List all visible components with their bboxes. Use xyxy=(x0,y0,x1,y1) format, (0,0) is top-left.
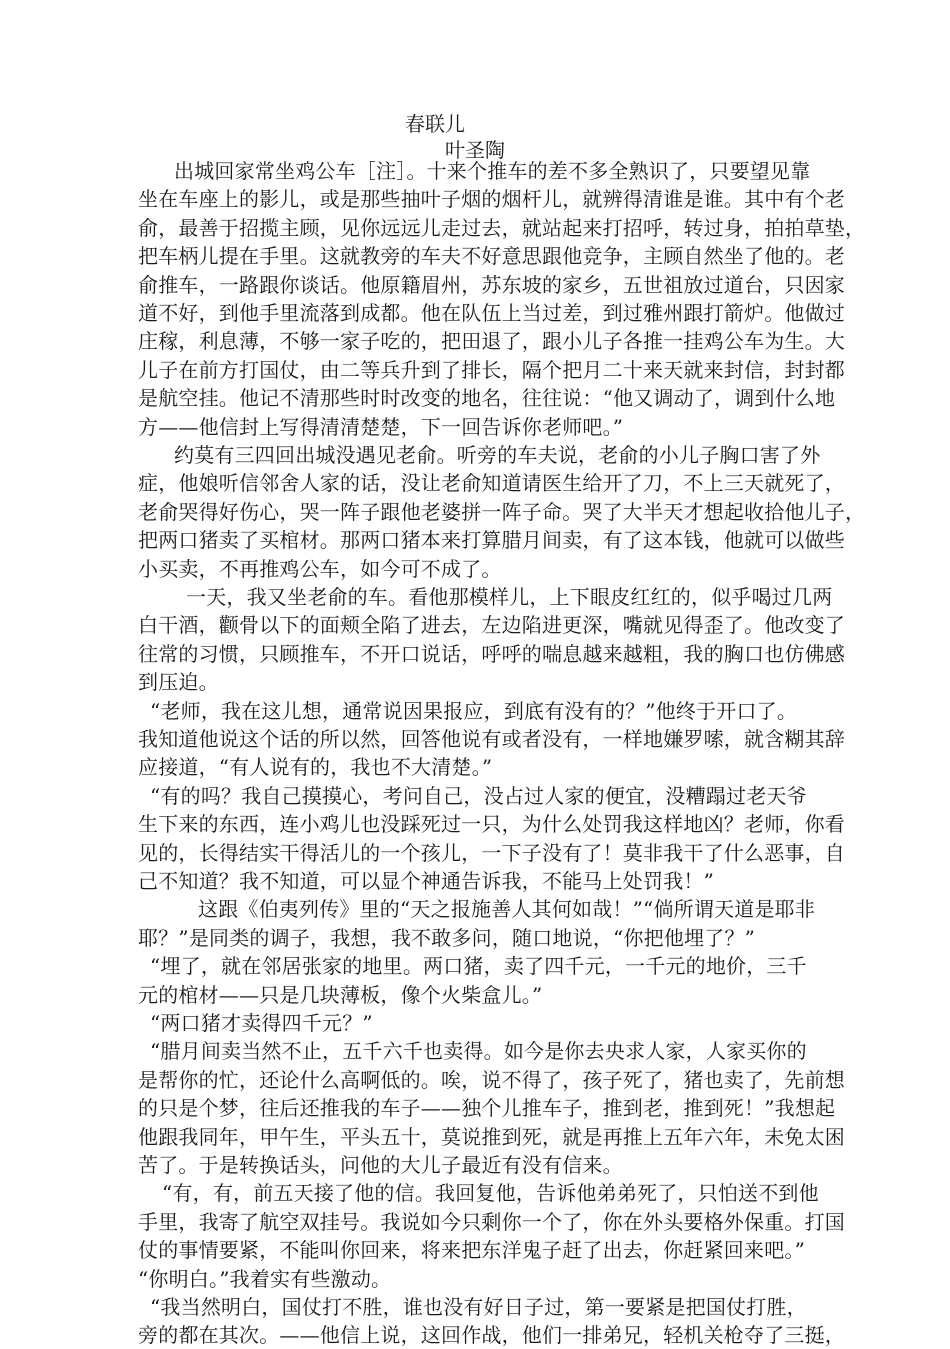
document-line: 是航空挂。他记不清那些时时改变的地名，往往说：“他又调动了，调到什么地 xyxy=(138,386,836,411)
document-line: 生下来的东西，连小鸡儿也没踩死过一只，为什么处罚我这样地凶？老师，你看 xyxy=(138,812,845,837)
document-line: 道不好，到他手里流落到成都。他在队伍上当过差，到过雅州跟打箭炉。他做过 xyxy=(138,301,845,325)
document-line: “腊月间卖当然不止，五千六千也卖得。如今是你去央求人家，人家买你的 xyxy=(150,1039,807,1064)
document-line: “两口猪才卖得四千元？” xyxy=(150,1011,373,1035)
document-line: 应接道，“有人说有的，我也不大清楚。” xyxy=(138,755,493,780)
document-line: 儿子在前方打国仗，由二等兵升到了排长，隔个把月二十来天就来封信，封封都 xyxy=(138,357,845,382)
document-line: 一天，我又坐老俞的车。看他那模样儿，上下眼皮红红的，似乎喝过几两 xyxy=(186,585,833,609)
document-line: “埋了，就在邻居张家的地里。两口猪，卖了四千元，一千元的地价，三千 xyxy=(150,954,807,979)
document-line: 白干酒，颧骨以下的面颊全陷了进去，左边陷进更深，嘴就见得歪了。他改变了 xyxy=(138,613,845,638)
document-line: 老俞哭得好伤心，哭一阵子跟他老婆拼一阵子命。哭了大半天才想起收拾他儿子， xyxy=(138,499,866,524)
document-line: 这跟《伯夷列传》里的“天之报施善人其何如哉！”“倘所谓天道是耶非 xyxy=(198,897,816,922)
document-line: 把两口猪卖了买棺材。那两口猪本来打算腊月间卖，有了这本钱，他就可以做些 xyxy=(138,528,845,553)
document-line: 把车柄儿提在手里。这就教旁的车夫不好意思跟他竞争，主顾自然坐了他的。老 xyxy=(138,244,845,269)
document-line: 往常的习惯，只顾推车，不开口说话，呼呼的喘息越来越粗，我的胸口也仿佛感 xyxy=(138,641,845,666)
document-line: “有，有，前五天接了他的信。我回复他，告诉他弟弟死了，只怕送不到他 xyxy=(162,1181,819,1206)
document-line: 出城回家常坐鸡公车［注］。十来个推车的差不多全熟识了，只要望见靠 xyxy=(174,159,811,183)
document-line: 我知道他说这个话的所以然，回答他说有或者没有，一样地嫌罗嗦，就含糊其辞 xyxy=(138,727,845,751)
document-line: 是帮你的忙，还论什么高啊低的。唉，说不得了，孩子死了，猪也卖了，先前想 xyxy=(138,1067,845,1092)
document-author: 叶圣陶 xyxy=(445,138,505,162)
document-line: 症，他娘听信邻舍人家的话，没让老俞知道请医生给开了刀，不上三天就死了， xyxy=(138,471,845,496)
document-line: 俞，最善于招揽主顾，见你远远儿走过去，就站起来打招呼，转过身，拍拍草垫， xyxy=(138,215,866,240)
document-line: 庄稼，利息薄，不够一家子吃的，把田退了，跟小儿子各推一挂鸡公车为生。大 xyxy=(138,329,845,354)
document-line: 约莫有三四回出城没遇见老俞。听旁的车夫说，老俞的小儿子胸口害了外 xyxy=(174,443,821,467)
document-line: 小买卖，不再推鸡公车，如今可不成了。 xyxy=(138,556,502,581)
document-line: 元的棺材——只是几块薄板，像个火柴盒儿。” xyxy=(138,982,543,1007)
document-line: “你明白。”我着实有些激动。 xyxy=(138,1266,392,1291)
document-line: 手里，我寄了航空双挂号。我说如今只剩你一个了，你在外头要格外保重。打国 xyxy=(138,1209,845,1234)
document-line: 俞推车，一路跟你谈话。他原籍眉州，苏东坡的家乡，五世祖放过道台，只因家 xyxy=(138,272,845,297)
document-line: 苦了。于是转换话头，问他的大儿子最近有没有信来。 xyxy=(138,1153,623,1177)
document-line: 仗的事情要紧，不能叫你回来，将来把东洋鬼子赶了出去，你赶紧回来吧。” xyxy=(138,1238,806,1263)
document-line: 己不知道？我不知道，可以显个神通告诉我，不能马上处罚我！” xyxy=(138,869,715,893)
document-line: “有的吗？我自己摸摸心，考问自己，没占过人家的便宜，没糟蹋过老天爷 xyxy=(150,783,807,808)
document-line: 的只是个梦，往后还推我的车子——独个儿推车子，推到老，推到死！”我想起 xyxy=(138,1096,836,1121)
document-line: “我当然明白，国仗打不胜，谁也没有好日子过，第一要紧是把国仗打胜， xyxy=(150,1295,807,1319)
document-line: 到压迫。 xyxy=(138,670,219,695)
document-line: 旁的都在其次。——他信上说，这回作战，他们一排弟兄，轻机关枪夺了三挺， xyxy=(138,1323,845,1348)
document-line: 方——他信封上写得清清楚楚，下一回告诉你老师吧。” xyxy=(138,414,624,439)
document-title: 春联儿 xyxy=(405,112,465,136)
document-line: 他跟我同年，甲午生，平头五十，莫说推到死，就是再推上五年六年，未免太困 xyxy=(138,1124,845,1149)
document-line: 耶？”是同类的调子，我想，我不敢多问，随口地说，“你把他埋了？” xyxy=(138,925,756,950)
document-line: “老师，我在这儿想，通常说因果报应，到底有没有的？”他终于开口了。 xyxy=(150,698,798,723)
document-line: 坐在车座上的影儿，或是那些抽叶子烟的烟杆儿，就辨得清谁是谁。其中有个老 xyxy=(138,187,845,212)
document-line: 见的，长得结实干得活儿的一个孩儿，一下子没有了！莫非我干了什么恶事，自 xyxy=(138,840,845,865)
